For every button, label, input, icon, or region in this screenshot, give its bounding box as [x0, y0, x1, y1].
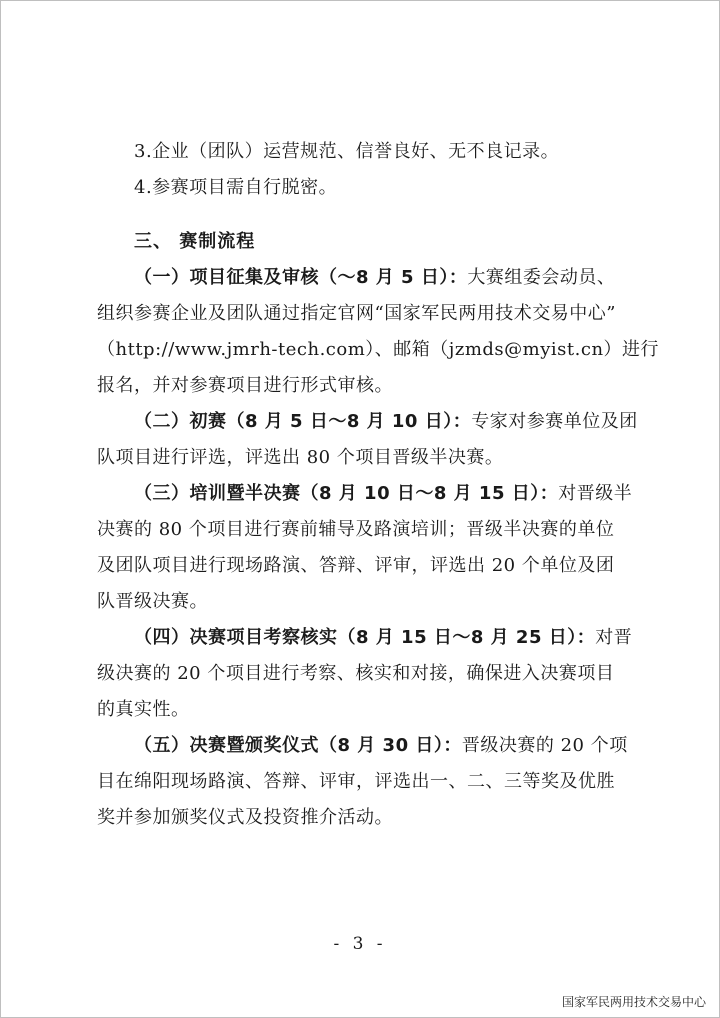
paragraph-line: 目在绵阳现场路演、答辩、评审，评选出一、二、三等奖及优胜	[97, 771, 615, 792]
section-heading: 三、 赛制流程	[134, 231, 256, 252]
paragraph-line: 的真实性。	[97, 699, 190, 720]
page-number: - 3 -	[333, 934, 387, 954]
paragraph-line: 及团队项目进行现场路演、答辩、评审，评选出 20 个单位及团	[97, 555, 615, 576]
paragraph-text: 专家对参赛单位及团	[471, 411, 638, 432]
requirement-item-3: 3.企业（团队）运营规范、信誉良好、无不良记录。	[134, 141, 560, 162]
paragraph-stage-2	[97, 404, 645, 476]
document-body	[97, 134, 660, 836]
paragraph-line: 奖并参加颁奖仪式及投资推介活动。	[97, 807, 393, 828]
paragraph-line: 队晋级决赛。	[97, 591, 208, 612]
paragraph-text: 对晋	[595, 627, 633, 648]
paragraph-text: 晋级决赛的 20 个项	[461, 735, 628, 756]
paragraph-stage-5	[97, 728, 645, 836]
paragraph-line: 组织参赛企业及团队通过指定官网“国家军民两用技术交易中心”	[97, 303, 616, 324]
paragraph-line: 队项目进行评选，评选出 80 个项目晋级半决赛。	[97, 447, 504, 468]
paragraph-label: （五）决赛暨颁奖仪式（8 月 30 日）：	[134, 735, 462, 756]
watermark-text: 国家军民两用技术交易中心	[561, 995, 706, 1009]
paragraph-label: （四）决赛项目考察核实（8 月 15 日～8 月 25 日）：	[134, 627, 596, 648]
paragraph-stage-1	[97, 260, 660, 404]
requirement-item-4: 4.参赛项目需自行脱密。	[134, 177, 338, 198]
paragraph-text: 大赛组委会动员、	[467, 267, 616, 288]
paragraph-stage-3	[97, 476, 645, 620]
paragraph-line: 级决赛的 20 个项目进行考察、核实和对接，确保进入决赛项目	[97, 663, 615, 684]
paragraph-label: （一）项目征集及审核（～8 月 5 日）：	[134, 267, 468, 288]
paragraph-line: 报名，并对参赛项目进行形式审核。	[97, 375, 393, 396]
paragraph-label: （二）初赛（8 月 5 日～8 月 10 日）：	[134, 411, 472, 432]
paragraph-stage-4	[97, 620, 645, 728]
paragraph-label: （三）培训暨半决赛（8 月 10 日～8 月 15 日）：	[134, 483, 559, 504]
paragraph-line: 决赛的 80 个项目进行赛前辅导及路演培训；晋级半决赛的单位	[97, 519, 615, 540]
paragraph-line: （http://www.jmrh-tech.com）、邮箱（jzmds@myist.cn）进行	[97, 339, 660, 360]
paragraph-text: 对晋级半	[558, 483, 633, 504]
